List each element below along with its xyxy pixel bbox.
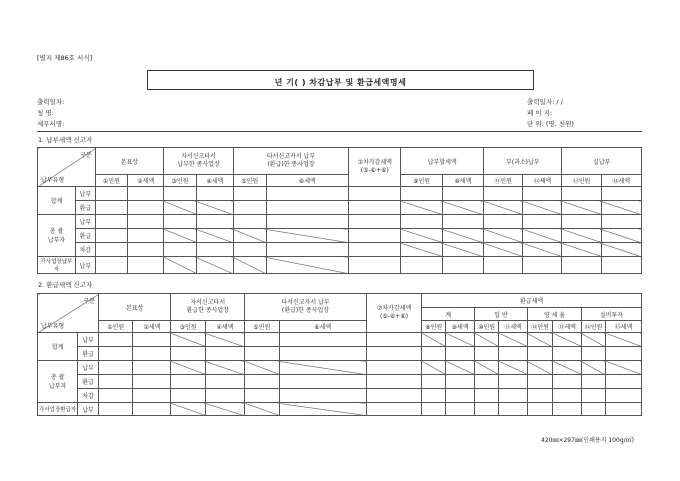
section2-table — [37, 293, 642, 416]
data-cell — [527, 333, 552, 347]
table-row — [38, 257, 642, 274]
subheader-cell: ⑤인원 — [233, 175, 266, 187]
data-cell — [349, 229, 401, 243]
data-cell — [366, 333, 421, 347]
s1-col-main: 본표상 — [95, 148, 164, 175]
data-cell — [606, 361, 642, 375]
data-cell — [475, 361, 499, 375]
row-type-label: 납부 — [78, 403, 99, 416]
row-type-label: 환급 — [76, 229, 96, 243]
data-cell — [446, 375, 475, 389]
data-cell — [401, 201, 442, 215]
data-cell — [601, 243, 641, 257]
data-cell — [401, 215, 442, 229]
data-cell — [606, 333, 642, 347]
data-cell — [266, 187, 349, 201]
data-cell — [196, 257, 233, 274]
data-cell — [266, 215, 349, 229]
data-cell — [98, 389, 133, 403]
data-cell — [279, 389, 366, 403]
data-cell — [442, 215, 483, 229]
data-cell — [484, 201, 523, 215]
data-cell — [581, 347, 605, 361]
data-cell — [171, 389, 206, 403]
row-type-label: 납부 — [78, 361, 99, 375]
header-left-2: 청 명: — [37, 109, 54, 117]
data-cell — [475, 333, 499, 347]
data-cell — [553, 375, 582, 389]
row-type-label: 납부 — [76, 257, 96, 274]
header-right-3: 단 위: (명, 천원) — [527, 120, 574, 128]
data-cell — [442, 187, 483, 201]
data-cell — [499, 361, 528, 375]
row-type-label: 환급 — [78, 347, 99, 361]
subheader-cell: ⑩세액 — [442, 175, 483, 187]
s2-col-refund: 환급세액 — [422, 294, 642, 308]
data-cell — [401, 229, 442, 243]
subheader-cell: ⑪세액 — [499, 321, 528, 333]
s2-col-net: ⑦차가감세액 (⑤-⑥+⑥) — [366, 294, 421, 333]
data-cell — [128, 215, 164, 229]
subheader-cell: ⑨세액 — [446, 321, 475, 333]
data-cell — [233, 187, 266, 201]
data-cell — [98, 333, 133, 347]
s2-refund-general: 일 반 — [475, 308, 528, 321]
data-cell — [196, 243, 233, 257]
data-cell — [349, 243, 401, 257]
subheader-cell: ⑫인원 — [527, 321, 552, 333]
data-cell — [422, 375, 446, 389]
s2-col-self: 자서신고타서 환급한 종사업장 — [171, 294, 245, 321]
data-cell — [581, 333, 605, 347]
row-type-label: 납부 — [78, 333, 99, 347]
data-cell — [245, 333, 280, 347]
s2-col-main: 본표상 — [98, 294, 170, 321]
data-cell — [606, 403, 642, 416]
data-cell — [98, 361, 133, 375]
data-cell — [366, 375, 421, 389]
data-cell — [527, 389, 552, 403]
data-cell — [401, 243, 442, 257]
data-cell — [279, 347, 366, 361]
subheader-cell: ③인원 — [164, 175, 197, 187]
subheader-cell: ⑮세액 — [606, 321, 642, 333]
data-cell — [527, 375, 552, 389]
data-cell — [446, 361, 475, 375]
data-cell — [601, 187, 641, 201]
data-cell — [164, 187, 197, 201]
data-cell — [562, 229, 601, 243]
data-cell — [562, 187, 601, 201]
data-cell — [553, 361, 582, 375]
subheader-cell: ⑫세액 — [523, 175, 562, 187]
data-cell — [196, 201, 233, 215]
data-cell — [349, 215, 401, 229]
data-cell — [164, 201, 197, 215]
row-type-label: 차감 — [78, 389, 99, 403]
data-cell — [484, 243, 523, 257]
data-cell — [601, 201, 641, 215]
subheader-cell: ⑧인원 — [422, 321, 446, 333]
data-cell — [205, 375, 244, 389]
subheader-cell: ⑬인원 — [562, 175, 601, 187]
header-left-1: 출력일자: — [37, 98, 65, 106]
table-row — [38, 361, 642, 375]
data-cell — [601, 229, 641, 243]
row-type-label: 납부 — [76, 215, 96, 229]
data-cell — [266, 243, 349, 257]
subheader-cell: ③인원 — [171, 321, 206, 333]
data-cell — [366, 403, 421, 416]
data-cell — [98, 347, 133, 361]
subheader-cell: ⑭세액 — [601, 175, 641, 187]
table-row — [38, 403, 642, 416]
data-cell — [527, 347, 552, 361]
form-number: [별지 제86호 서식] — [37, 54, 93, 62]
data-cell — [266, 229, 349, 243]
data-cell — [601, 257, 641, 274]
row-group-label: 합계 — [38, 333, 78, 361]
data-cell — [279, 375, 366, 389]
data-cell — [422, 403, 446, 416]
subheader-cell: ④세액 — [196, 175, 233, 187]
subheader-cell: ②세액 — [133, 321, 171, 333]
data-cell — [442, 257, 483, 274]
table-row — [38, 347, 642, 361]
row-group-label: 총 괄 납부자 — [38, 361, 78, 403]
data-cell — [349, 187, 401, 201]
data-cell — [442, 229, 483, 243]
data-cell — [527, 361, 552, 375]
data-cell — [128, 229, 164, 243]
row-group-label: 합계 — [38, 187, 76, 215]
table-row — [38, 389, 642, 403]
data-cell — [95, 187, 128, 201]
data-cell — [581, 403, 605, 416]
data-cell — [245, 347, 280, 361]
data-cell — [523, 229, 562, 243]
data-cell — [475, 375, 499, 389]
data-cell — [553, 403, 582, 416]
table-row — [38, 375, 642, 389]
data-cell — [422, 389, 446, 403]
data-cell — [499, 403, 528, 416]
data-cell — [128, 187, 164, 201]
data-cell — [523, 201, 562, 215]
data-cell — [366, 361, 421, 375]
row-group-label: 각사업장납부자 — [38, 257, 76, 274]
subheader-cell: ⑬세액 — [553, 321, 582, 333]
data-cell — [442, 201, 483, 215]
data-cell — [95, 243, 128, 257]
data-cell — [499, 347, 528, 361]
row-group-label: 각사업장환급자 — [38, 403, 78, 416]
table-row — [38, 201, 642, 215]
s2-refund-total: 계 — [422, 308, 475, 321]
s1-col-payable: 납부할세액 — [401, 148, 484, 175]
data-cell — [233, 243, 266, 257]
data-cell — [475, 389, 499, 403]
data-cell — [446, 347, 475, 361]
data-cell — [446, 389, 475, 403]
data-cell — [233, 201, 266, 215]
subheader-cell: ⑩인원 — [475, 321, 499, 333]
data-cell — [164, 257, 197, 274]
data-cell — [366, 347, 421, 361]
paper-spec: 420㎜×297㎜(인쇄용지 100g/㎡) — [541, 437, 634, 444]
data-cell — [499, 333, 528, 347]
header-right-2: 페 이 지: — [527, 109, 553, 117]
data-cell — [171, 347, 206, 361]
data-cell — [245, 361, 280, 375]
data-cell — [562, 257, 601, 274]
data-cell — [266, 257, 349, 274]
data-cell — [171, 361, 206, 375]
data-cell — [266, 201, 349, 215]
data-cell — [133, 333, 171, 347]
row-type-label: 환급 — [78, 375, 99, 389]
s1-col-net: ⑦차가감세액 (⑤-⑥+⑥) — [349, 148, 401, 187]
subheader-cell: ⑨인원 — [401, 175, 442, 187]
subheader-cell: ④세액 — [205, 321, 244, 333]
data-cell — [95, 257, 128, 274]
data-cell — [196, 215, 233, 229]
s2-refund-zero: 영 세 율 — [527, 308, 581, 321]
data-cell — [196, 187, 233, 201]
data-cell — [446, 403, 475, 416]
data-cell — [442, 243, 483, 257]
data-cell — [245, 403, 280, 416]
table-row — [38, 333, 642, 347]
row-type-label: 차감 — [76, 243, 96, 257]
data-cell — [245, 389, 280, 403]
page-title: 년 기( ) 차감납부 및 환급세액명세 — [274, 78, 407, 87]
data-cell — [164, 215, 197, 229]
section2-heading: 2. 환급세액 신고자 — [38, 281, 93, 289]
data-cell — [523, 257, 562, 274]
data-cell — [205, 403, 244, 416]
s2-col-other: 타서신고자서 납부 (환급)한 종사업장 — [245, 294, 367, 321]
data-cell — [475, 403, 499, 416]
data-cell — [205, 347, 244, 361]
data-cell — [196, 229, 233, 243]
section1-heading: 1. 납부세액 신고자 — [38, 136, 93, 144]
data-cell — [484, 187, 523, 201]
data-cell — [205, 361, 244, 375]
table-row — [38, 187, 642, 201]
data-cell — [527, 403, 552, 416]
data-cell — [581, 361, 605, 375]
table-row — [38, 229, 642, 243]
s2-refund-invest: 설비투자 — [581, 308, 641, 321]
data-cell — [205, 389, 244, 403]
data-cell — [499, 389, 528, 403]
data-cell — [98, 403, 133, 416]
data-cell — [233, 257, 266, 274]
data-cell — [606, 389, 642, 403]
data-cell — [553, 347, 582, 361]
header-divider — [37, 131, 642, 132]
data-cell — [484, 215, 523, 229]
data-cell — [233, 229, 266, 243]
data-cell — [366, 389, 421, 403]
data-cell — [484, 229, 523, 243]
data-cell — [553, 389, 582, 403]
header-left-3: 세무서명: — [37, 120, 65, 128]
data-cell — [401, 187, 442, 201]
data-cell — [133, 375, 171, 389]
row-group-label: 총 괄 납부자 — [38, 215, 76, 257]
data-cell — [422, 333, 446, 347]
data-cell — [606, 347, 642, 361]
subheader-cell: ①인원 — [98, 321, 133, 333]
data-cell — [279, 333, 366, 347]
data-cell — [562, 201, 601, 215]
data-cell — [601, 215, 641, 229]
subheader-cell: ⑭인원 — [581, 321, 605, 333]
data-cell — [128, 243, 164, 257]
data-cell — [133, 361, 171, 375]
data-cell — [233, 215, 266, 229]
data-cell — [349, 201, 401, 215]
subheader-cell: ⑥세액 — [279, 321, 366, 333]
data-cell — [553, 333, 582, 347]
data-cell — [499, 375, 528, 389]
section2-corner: 구분 납부유형 — [38, 294, 99, 333]
data-cell — [171, 375, 206, 389]
row-type-label: 환급 — [76, 201, 96, 215]
data-cell — [95, 215, 128, 229]
section1-corner: 구분 납부유형 — [38, 148, 96, 187]
data-cell — [446, 333, 475, 347]
subheader-cell: ①인원 — [95, 175, 128, 187]
data-cell — [581, 389, 605, 403]
data-cell — [562, 243, 601, 257]
data-cell — [164, 243, 197, 257]
data-cell — [422, 347, 446, 361]
data-cell — [422, 361, 446, 375]
data-cell — [128, 201, 164, 215]
data-cell — [133, 389, 171, 403]
header-right-1: 출력일자: / / — [527, 98, 563, 106]
data-cell — [128, 257, 164, 274]
data-cell — [245, 375, 280, 389]
title-box — [147, 70, 534, 90]
data-cell — [475, 347, 499, 361]
data-cell — [606, 375, 642, 389]
data-cell — [95, 229, 128, 243]
s1-col-self: 자서신고타서 납부한 종사업장 — [164, 148, 234, 175]
subheader-cell: ②세액 — [128, 175, 164, 187]
subheader-cell: ⑪인원 — [484, 175, 523, 187]
data-cell — [164, 229, 197, 243]
data-cell — [523, 215, 562, 229]
data-cell — [581, 375, 605, 389]
subheader-cell: ⑥세액 — [266, 175, 349, 187]
table-row — [38, 215, 642, 229]
data-cell — [279, 361, 366, 375]
s1-col-other: 타서신고자서 납부 (환급)한 종사업장 — [233, 148, 348, 175]
data-cell — [484, 257, 523, 274]
row-type-label: 납부 — [76, 187, 96, 201]
data-cell — [133, 403, 171, 416]
section1-table — [37, 147, 642, 274]
data-cell — [523, 243, 562, 257]
data-cell — [133, 347, 171, 361]
s1-col-under: 부(과소)납부 — [484, 148, 562, 175]
data-cell — [279, 403, 366, 416]
data-cell — [349, 257, 401, 274]
data-cell — [171, 333, 206, 347]
data-cell — [171, 403, 206, 416]
data-cell — [523, 187, 562, 201]
s1-col-actual: 실납부 — [562, 148, 642, 175]
data-cell — [98, 375, 133, 389]
table-row — [38, 243, 642, 257]
data-cell — [562, 215, 601, 229]
data-cell — [95, 201, 128, 215]
data-cell — [401, 257, 442, 274]
subheader-cell: ⑤인원 — [245, 321, 280, 333]
data-cell — [205, 333, 244, 347]
